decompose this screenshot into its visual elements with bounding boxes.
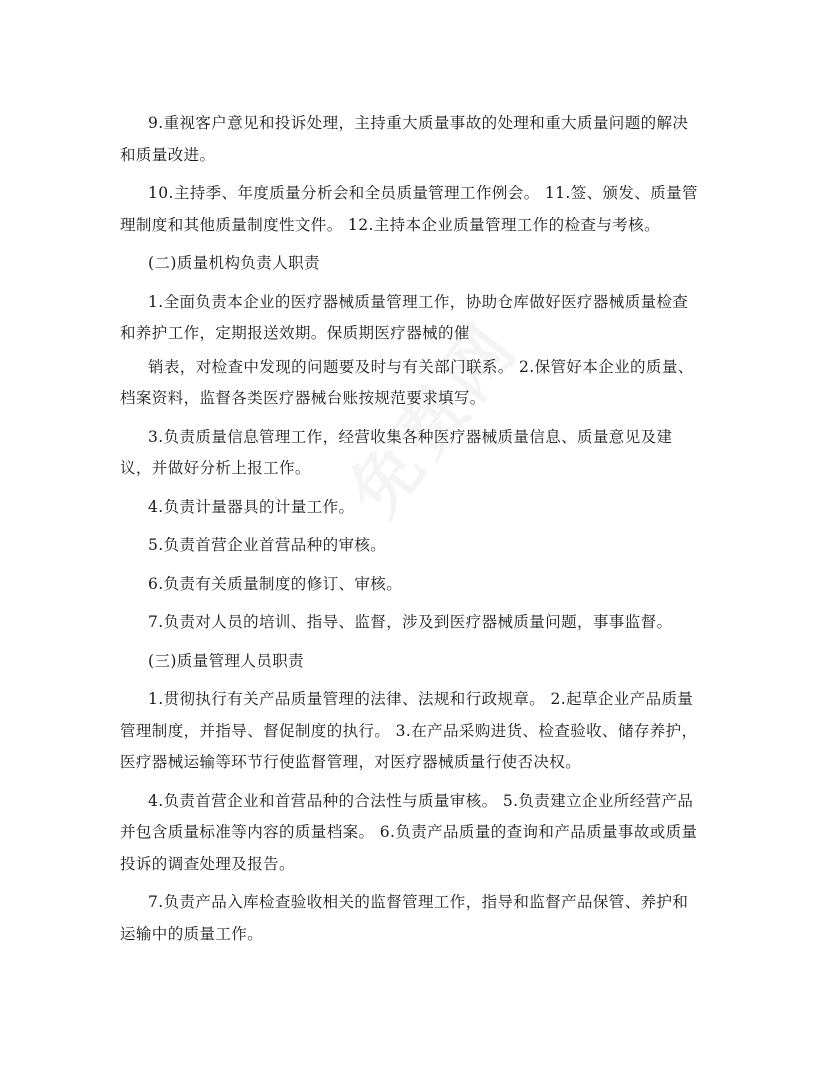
paragraph-section2-item-1: 1.全面负责本企业的医疗器械质量管理工作，协助仓库做好医疗器械质量检查和养护工作，定期报送效期。保质期医疗器械的催: [120, 292, 689, 342]
paragraph-section3-items-4-6: 4.负责首营企业和首营品种的合法性与质量审核。 5.负责建立企业所经营产品并包含质量标准等内容的质量档案。 6.负责产品质量的查询和产品质量事故或质量投诉的调查处理及报告。: [120, 791, 698, 873]
paragraph-section2-item-6: 6.负责有关质量制度的修订、审核。: [148, 574, 403, 593]
paragraph-section2-item-4: 4.负责计量器具的计量工作。: [148, 497, 355, 516]
paragraph-items-10-12: 10.主持季、年度质量分析会和全员质量管理工作例会。 11.签、颁发、质量管理制度和其他质量制度性文件。 12.主持本企业质量管理工作的检查与考核。: [120, 184, 698, 234]
section-heading-2: (二)质量机构负责人职责: [148, 254, 320, 272]
paragraph-item-9: 9.重视客户意见和投诉处理，主持重大质量事故的处理和重大质量问题的解决和质量改进。: [120, 114, 689, 164]
paragraph-section2-item-7: 7.负责对人员的培训、指导、监督，涉及到医疗器械质量问题，事事监督。: [148, 613, 673, 631]
paragraph-section3-items-1-3: 1.贯彻执行有关产品质量管理的法律、法规和行政规章。 2.起草企业产品质量管理制度，并指导、督促制度的执行。 3.在产品采购进货、检查验收、储存养护，医疗器械运输等环节行使监督管理，对医疗器械质量行使否决权。: [120, 690, 698, 771]
paragraph-section2-item-1-cont: 销表，对检查中发现的问题要及时与有关部门联系。 2.保管好本企业的质量、档案资料，监督各类医疗器械台账按规范要求填写。: [120, 357, 694, 407]
paragraph-section2-item-5: 5.负责首营企业首营品种的审核。: [148, 536, 387, 554]
document-body: [120, 108, 702, 957]
paragraph-section2-item-3: 3.负责质量信息管理工作，经营收集各种医疗器械质量信息、质量意见及建议，并做好分析上报工作。: [120, 427, 673, 477]
section-heading-3: (三)质量管理人员职责: [148, 651, 304, 670]
paragraph-section3-item-7: 7.负责产品入库检查验收相关的监督管理工作，指导和监督产品保管、养护和运输中的质量工作。: [120, 893, 689, 943]
